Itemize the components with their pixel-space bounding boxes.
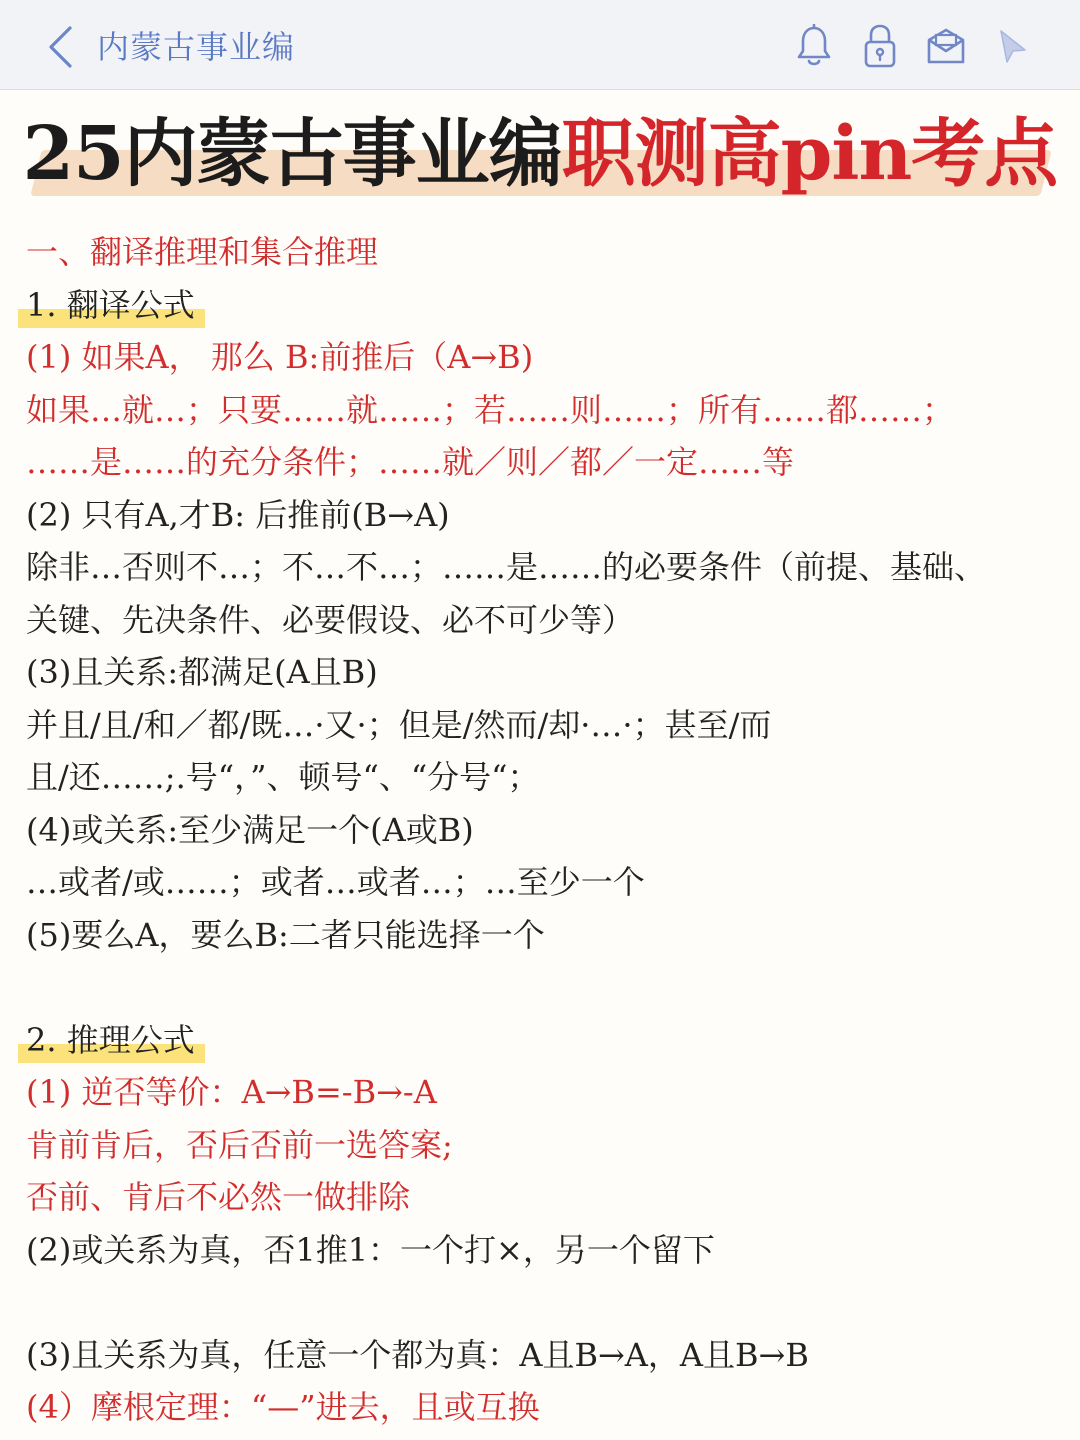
article-content	[26, 226, 1056, 1434]
text-line: (4)或关系:至少满足一个(A或B)	[26, 810, 474, 849]
chevron-left-icon	[46, 25, 74, 69]
subsection-title	[26, 1014, 1056, 1067]
send-button[interactable]	[992, 22, 1032, 70]
back-button[interactable]	[40, 24, 80, 70]
page-heading-block	[0, 100, 1080, 210]
text-line: 关键、先决条件、必要假设、必不可少等）	[26, 600, 635, 639]
top-nav-bar	[0, 0, 1080, 90]
nav-actions	[794, 22, 1032, 70]
subsection-title-text: 1. 翻译公式	[18, 279, 205, 332]
mail-button[interactable]	[926, 22, 966, 70]
title-part-red: 职测高pin考点	[561, 111, 1058, 197]
text-line: (3)且关系:都满足(A且B)	[26, 653, 378, 691]
section-title: 一、翻译推理和集合推理	[26, 233, 379, 271]
text-line: (3)且关系为真，任意一个都为真：A且B→A，A且B→B	[26, 1335, 809, 1374]
lock-icon	[862, 23, 898, 69]
text-line: 除非…否则不…；不…不…；……是……的必要条件（前提、基础、	[26, 548, 987, 586]
page-title	[0, 108, 1080, 200]
text-line: …或者/或……；或者…或者…；…至少一个	[26, 863, 645, 901]
notification-button[interactable]	[794, 22, 834, 70]
lock-button[interactable]	[860, 22, 900, 70]
text-line: 否前、肯后不必然一做排除	[26, 1178, 411, 1216]
blank-line	[26, 961, 1056, 1014]
text-line: (1) 逆否等价：A→B=-B→-A	[26, 1073, 437, 1111]
text-line: (4）摩根定理：“—”进去，且或互换	[26, 1388, 540, 1426]
bell-icon	[796, 24, 832, 68]
text-line: ……是……的充分条件；……就／则／都／一定……等	[26, 443, 795, 481]
text-line: 且/还……;.号“，”、顿号“、“分号“；	[26, 758, 540, 796]
text-line: 肯前肯后，否后否前一选答案;	[26, 1125, 453, 1164]
subsection-title-text: 2. 推理公式	[18, 1014, 205, 1067]
send-icon	[995, 26, 1029, 66]
text-line: 如果…就…；只要……就……；若……则……；所有……都……；	[26, 390, 955, 429]
text-line: (2)或关系为真，否1推1：一个打×，另一个留下	[26, 1230, 715, 1269]
blank-line	[26, 1276, 1056, 1329]
nav-title: 内蒙古事业编	[97, 28, 296, 66]
text-line: (1) 如果A， 那么 B:前推后（A→B)	[26, 338, 534, 376]
text-line: (2) 只有A,才B: 后推前(B→A)	[26, 495, 450, 534]
subsection-title	[26, 279, 1056, 332]
text-line: (5)要么A，要么B:二者只能选择一个	[26, 915, 545, 954]
title-part-dark: 25内蒙古事业编	[22, 111, 562, 197]
mail-icon	[926, 26, 966, 66]
text-line: 并且/且/和／都/既…·又·；但是/然而/却·…·；甚至/而	[26, 705, 772, 744]
